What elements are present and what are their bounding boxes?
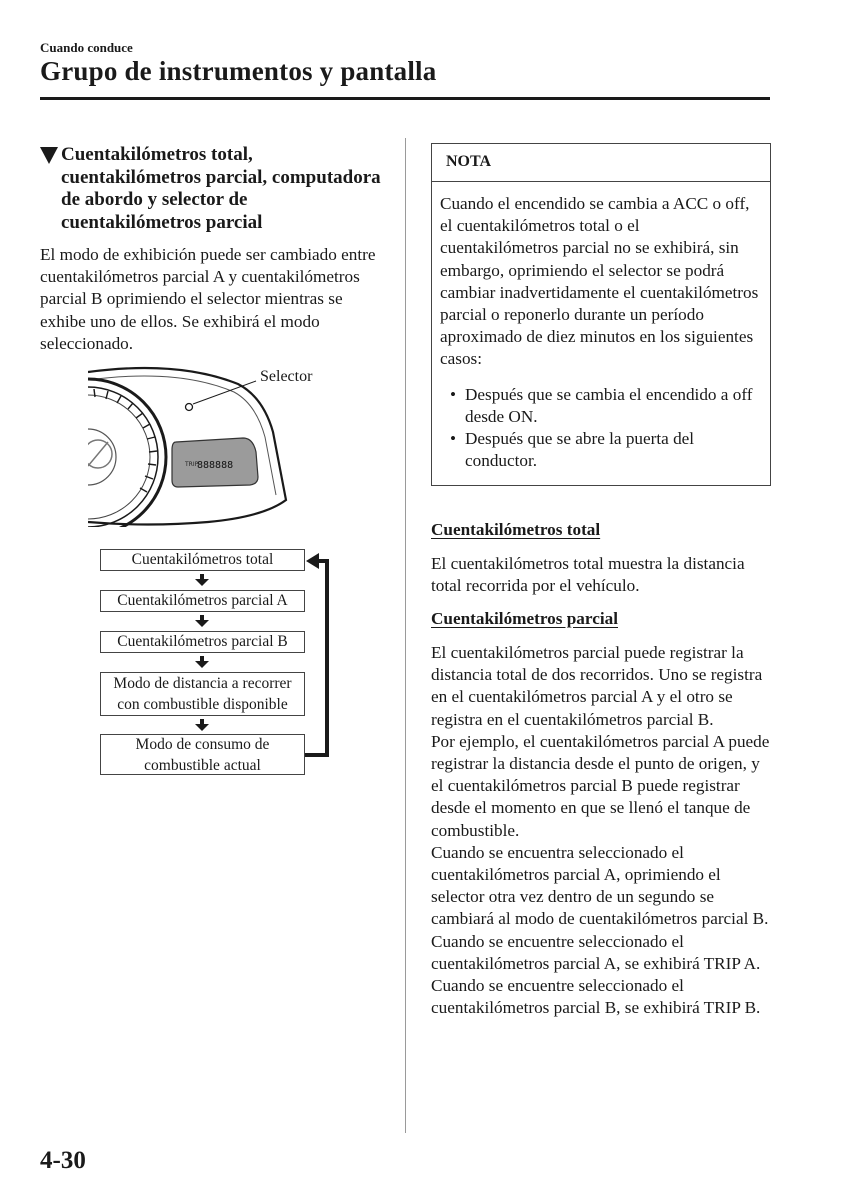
flow-box-trip-a: Cuentakilómetros parcial A xyxy=(100,590,305,612)
flow-box-trip-b: Cuentakilómetros parcial B xyxy=(100,631,305,653)
list-item: • Después que se cambia el encendido a off desde ON. xyxy=(450,384,753,426)
flow-box-fuel-consumption: Modo de consumo de combustible actual xyxy=(100,734,305,775)
instrument-cluster-illustration xyxy=(88,362,293,527)
arrow-down-icon xyxy=(195,615,209,627)
svg-text:TRIP: TRIP xyxy=(185,461,199,468)
list-item: • Después que se abre la puerta del conductor. xyxy=(450,429,695,471)
flow-box-odometer: Cuentakilómetros total xyxy=(100,549,305,571)
column-divider xyxy=(405,138,406,1133)
title-rule xyxy=(40,97,770,100)
flow-box-distance-to-empty: Modo de distancia a recorrer con combustible disponible xyxy=(100,672,305,716)
note-list xyxy=(440,384,760,473)
triangle-down-icon xyxy=(40,147,58,164)
page-title: Grupo de instrumentos y pantalla xyxy=(40,56,437,86)
subheading xyxy=(40,144,385,234)
trip-meter-heading: Cuentakilómetros parcial xyxy=(431,609,618,628)
section-label: Cuando conduce xyxy=(40,40,133,55)
note-box xyxy=(431,143,771,486)
return-arrow-icon xyxy=(305,550,335,762)
subheading-text: Cuentakilómetros total, cuentakilómetros parcial, computadora de abordo y selector de cuentakilómetros parcial xyxy=(61,144,381,233)
trip-meter-paragraph: El cuentakilómetros parcial puede registrar la distancia total de dos recorridos. Uno se registra en el cuentakilómetros parcial A y el otro se registra en el cuentakilómetros parcial B. Por ejemplo, el cuentakilómetros parcial A puede registrar la distancia desde el punto de origen, y el cuentakilómetros parcial B puede registrar desde el momento en que se llenó el tanque de combustible. Cuando se encuentra seleccionado el cuentakilómetros parcial A, oprimiendo el selector otra vez dentro de un segundo se cambiará al modo de cuentakilómetros parcial B. Cuando se encuentre seleccionado el cuentakilómetros parcial A, se exhibirá TRIP A. Cuando se encuentre seleccionado el cuentakilómetros parcial B, se exhibirá TRIP B. xyxy=(431,643,770,1018)
note-heading: NOTA xyxy=(432,144,770,182)
bullet: • xyxy=(450,384,457,404)
arrow-down-icon xyxy=(195,656,209,668)
svg-text:888888: 888888 xyxy=(197,460,234,471)
arrow-down-icon xyxy=(195,719,209,731)
odometer-paragraph: El cuentakilómetros total muestra la distancia total recorrida por el vehículo. xyxy=(431,554,745,596)
arrow-down-icon xyxy=(195,574,209,586)
intro-paragraph: El modo de exhibición puede ser cambiado entre cuentakilómetros parcial A y cuentakilómetros parcial B oprimiendo el selector mientras se exhibe uno de ellos. Se exhibirá el modo seleccionado. xyxy=(40,245,376,353)
note-body xyxy=(432,182,770,472)
page-number: 4-30 xyxy=(40,1147,86,1174)
odometer-heading: Cuentakilómetros total xyxy=(431,520,601,539)
note-text: Cuando el encendido se cambia a ACC o off, el cuentakilómetros total o el cuentakilómetros parcial no se exhibirá, sin embargo, oprimiendo el selector se podrá cambiar inadvertidamente el cuentakilómetros parcial o reponerlo durante un período aproximado de diez minutos en los siguientes casos: xyxy=(440,194,759,369)
bullet: • xyxy=(450,429,457,449)
selector-label: Selector xyxy=(260,368,313,385)
